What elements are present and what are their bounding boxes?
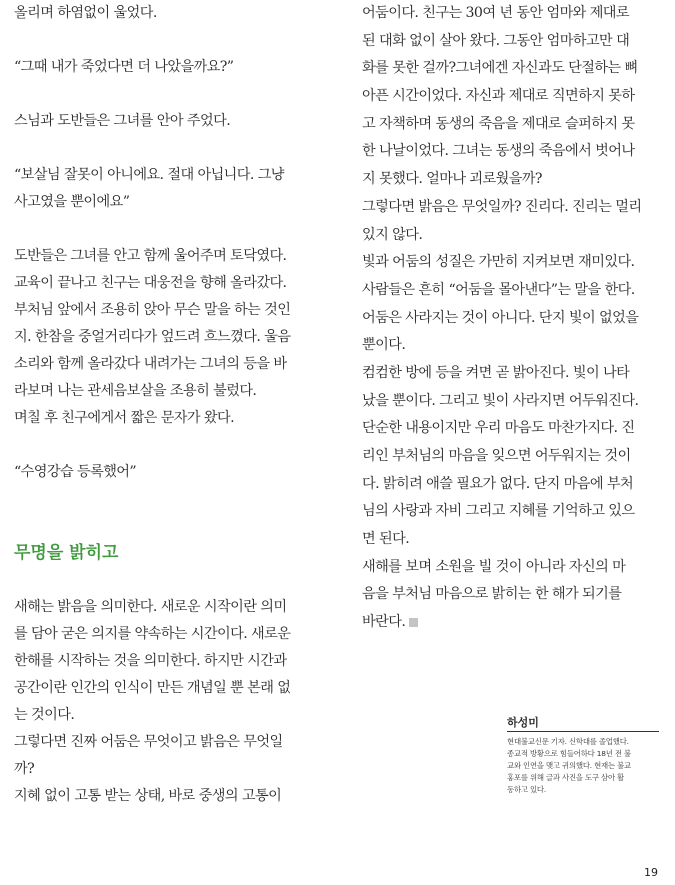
text-line: 교육이 끝나고 친구는 대웅전을 향해 올라갔다.	[14, 275, 287, 291]
paragraph	[362, 194, 660, 249]
text-line: 사람들은 흔히 “어둠을 몰아낸다”는 말을 한다.	[362, 281, 635, 298]
quote-paragraph	[14, 162, 314, 216]
text-line: 까?	[14, 761, 35, 777]
text-line: 지. 한참을 중얼거리다가 엎드려 흐느꼈다. 울음	[14, 329, 291, 345]
section-heading: 무명을 밝히고	[14, 543, 119, 563]
paragraph	[362, 0, 660, 194]
paragraph	[14, 783, 314, 810]
text-line: 컴컴한 방에 등을 켜면 곧 밝아진다. 빛이 나타	[362, 364, 630, 381]
text-line: 님의 사랑과 자비 그리고 지혜를 기억하고 있으	[362, 503, 635, 520]
paragraph	[14, 0, 314, 27]
page-number: 19	[644, 866, 658, 879]
author-description	[507, 736, 659, 796]
text-line: 뿐이다.	[362, 337, 406, 354]
text-line: 새해는 밝음을 의미한다. 새로운 시작이란 의미	[14, 599, 287, 615]
paragraph	[14, 594, 314, 729]
end-mark-icon	[409, 618, 418, 627]
paragraph	[14, 243, 314, 405]
paragraph	[362, 360, 660, 554]
text-line: 면 된다.	[362, 531, 410, 548]
text-line: 소리와 함께 올라갔다 내려가는 그녀의 등을 바	[14, 356, 287, 372]
text-line: 라보며 나는 관세음보살을 조용히 불렀다.	[14, 383, 257, 399]
text-line: 올리며 하염없이 울었다.	[14, 5, 157, 21]
author-bio	[507, 716, 659, 796]
text-line: 있지 않다.	[362, 226, 423, 243]
text-line: 된 대화 없이 살아 왔다. 그동안 엄마하고만 대	[362, 32, 630, 49]
text-line: 어둠은 사라지는 것이 아니다. 단지 빛이 없었을	[362, 309, 639, 326]
bio-line: 종교적 방황으로 힘들어하다 18년 전 불	[507, 749, 631, 758]
text-line: 부처님 앞에서 조용히 앉아 무슨 말을 하는 것인	[14, 302, 291, 318]
paragraph	[14, 405, 314, 432]
text-line: 를 담아 굳은 의지를 약속하는 시간이다. 새로운	[14, 626, 291, 642]
text-line: “수영강습 등록했어”	[14, 464, 137, 480]
quote-paragraph	[14, 54, 314, 81]
bio-line: 홍포를 위해 글과 사진을 도구 삼아 활	[507, 773, 624, 782]
quote-paragraph	[14, 459, 314, 486]
text-line: 공간이란 인간의 인식이 만든 개념일 뿐 본래 없	[14, 680, 291, 696]
text-line: 한 나날이었다. 그녀는 동생의 죽음에서 벗어나	[362, 143, 635, 160]
bio-line: 교와 인연을 맺고 귀의했다. 현재는 불교	[507, 761, 631, 770]
author-name: 하성미	[507, 716, 659, 732]
text-line: 는 것이다.	[14, 707, 75, 723]
text-line: 단순한 내용이지만 우리 마음도 마찬가지다. 진	[362, 420, 635, 437]
text-line: 도반들은 그녀를 안고 함께 울어주며 토닥였다.	[14, 248, 287, 264]
text-line: 아픈 시간이었다. 자신과 제대로 직면하지 못하	[362, 88, 635, 105]
paragraph	[14, 729, 314, 783]
text-line: “그때 내가 죽었다면 더 나았을까요?”	[14, 59, 234, 75]
bio-line: 동하고 있다.	[507, 785, 546, 794]
text-line-last	[362, 609, 660, 637]
text-line: 어둠이다. 친구는 30여 년 동안 엄마와 제대로	[362, 5, 630, 21]
text-line: “보살님 잘못이 아니에요. 절대 아닙니다. 그냥	[14, 167, 284, 183]
text-line: 지 못했다. 얼마나 괴로웠을까?	[362, 171, 542, 188]
left-column	[14, 0, 314, 810]
paragraph	[362, 554, 660, 637]
text-line: 그렇다면 진짜 어둠은 무엇이고 밝음은 무엇일	[14, 734, 283, 750]
text-line: 빛과 어둠의 성질은 가만히 지켜보면 재미있다.	[362, 254, 635, 271]
text-line: 리인 부처님의 마음을 잊으면 어두워지는 것이	[362, 448, 631, 464]
text-line: 며칠 후 친구에게서 짧은 문자가 왔다.	[14, 410, 235, 426]
bio-line: 현대불교신문 기자. 신학대를 졸업했다.	[507, 737, 629, 746]
text-line: 다. 밝히려 애쓸 필요가 없다. 단지 마음에 부처	[362, 475, 634, 492]
text-line: 났을 뿐이다. 그리고 빛이 사라지면 어두워진다.	[362, 392, 639, 409]
text-line: 사고였을 뿐이에요”	[14, 194, 130, 210]
text-line: 그렇다면 밝음은 무엇일까? 진리다. 진리는 멀리	[362, 198, 642, 215]
text-line: 지혜 없이 고통 받는 상태, 바로 중생의 고통이	[14, 788, 282, 804]
right-column	[362, 0, 660, 637]
text-line: 음을 부처님 마음으로 밝히는 한 해가 되기를	[362, 586, 622, 603]
text-line: 화를 못한 걸까?그녀에겐 자신과도 단절하는 뼈	[362, 60, 638, 77]
text-fragment: 바란다.	[362, 614, 406, 631]
paragraph	[362, 249, 660, 360]
text-line: 새해를 보며 소원을 빌 것이 아니라 자신의 마	[362, 558, 626, 575]
paragraph	[14, 108, 314, 135]
text-line: 고 자책하며 동생의 죽음을 제대로 슬퍼하지 못	[362, 115, 635, 132]
text-line: 스님과 도반들은 그녀를 안아 주었다.	[14, 113, 231, 129]
text-line: 한해를 시작하는 것을 의미한다. 하지만 시간과	[14, 653, 287, 669]
